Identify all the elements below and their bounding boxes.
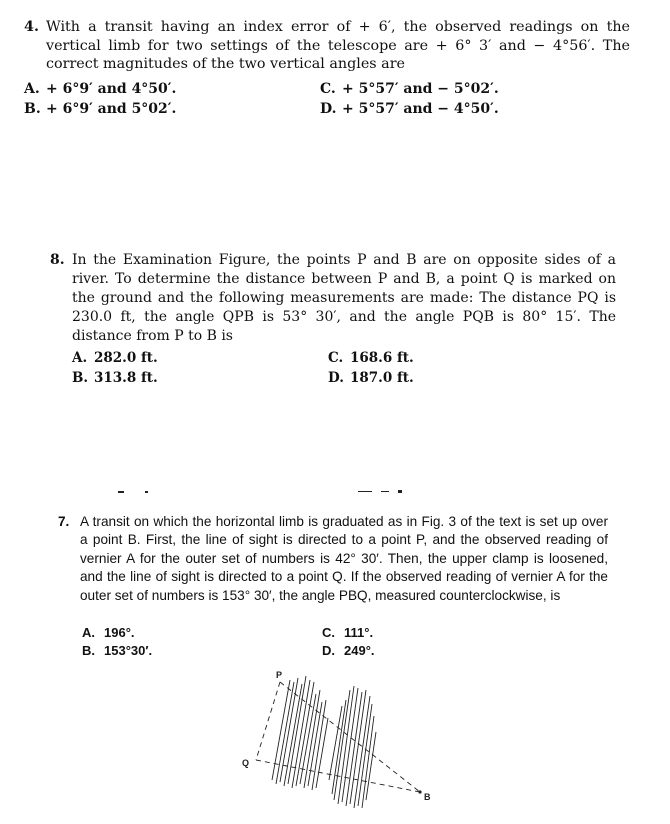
- choice-b[interactable]: B. 153°30′.: [82, 643, 153, 658]
- choice-d[interactable]: D. + 5°57′ and − 4°50′.: [320, 101, 499, 117]
- question-text: In the Examination Figure, the points P and B are on opposite sides of a river. To determine the distance between P and B, a point Q is marked on the ground and the following measurements are made: The distance PQ is 230.0 ft, the angle QPB is 53° 30′, and the angle PQB is 80° 15′. The distance from P to B is: [72, 252, 616, 344]
- choice-b[interactable]: B. + 6°9′ and 5°02′.: [24, 101, 177, 117]
- question-number: 8.: [50, 252, 65, 268]
- scan-speck: [358, 491, 372, 492]
- choice-c[interactable]: C. 111°.: [322, 625, 374, 640]
- choice-a[interactable]: A. 196°.: [82, 625, 135, 640]
- question-4: [24, 18, 630, 74]
- question-7: [58, 513, 608, 605]
- label-p: P: [276, 670, 283, 680]
- question-number: 4.: [24, 19, 39, 35]
- question-stem: [24, 18, 630, 74]
- question-stem: [58, 513, 608, 605]
- label-b: B: [424, 792, 431, 802]
- point-b-marker: [418, 790, 421, 793]
- label-q: Q: [242, 758, 250, 768]
- river-hatching: [272, 676, 376, 808]
- scan-speck: [381, 491, 389, 492]
- question-text: A transit on which the horizontal limb is graduated as in Fig. 3 of the text is set up over a point B. First, the line of sight is directed to a point P, and the observed reading of vernier A for the outer set of numbers is 42° 30′. Then, the upper clamp is loosened, and the line of sight is directed to a point Q. If the observed reading of vernier A for the outer set of numbers is 153° 30′, the angle PBQ, measured counterclockwise, is: [80, 514, 608, 603]
- question-text: With a transit having an index error of + 6′, the observed readings on the vertical limb for two settings of the telescope are + 6° 3′ and − 4°56′. The correct magnitudes of the two vertical angles are: [46, 19, 630, 73]
- choice-b[interactable]: B. 313.8 ft.: [72, 370, 158, 386]
- choice-a[interactable]: A. + 6°9′ and 4°50′.: [24, 81, 177, 97]
- choice-c[interactable]: C. 168.6 ft.: [328, 350, 414, 366]
- choice-d[interactable]: D. 187.0 ft.: [328, 370, 414, 386]
- question-number: 7.: [58, 514, 70, 529]
- scan-speck: [145, 491, 148, 493]
- choice-c[interactable]: C. + 5°57′ and − 5°02′.: [320, 81, 499, 97]
- river-figure: [230, 660, 440, 810]
- choice-a[interactable]: A. 282.0 ft.: [72, 350, 158, 366]
- question-stem: [50, 251, 616, 346]
- choice-d[interactable]: D. 249°.: [322, 643, 375, 658]
- scan-speck: [398, 490, 402, 493]
- question-8: [50, 251, 616, 346]
- scan-speck: [118, 491, 124, 493]
